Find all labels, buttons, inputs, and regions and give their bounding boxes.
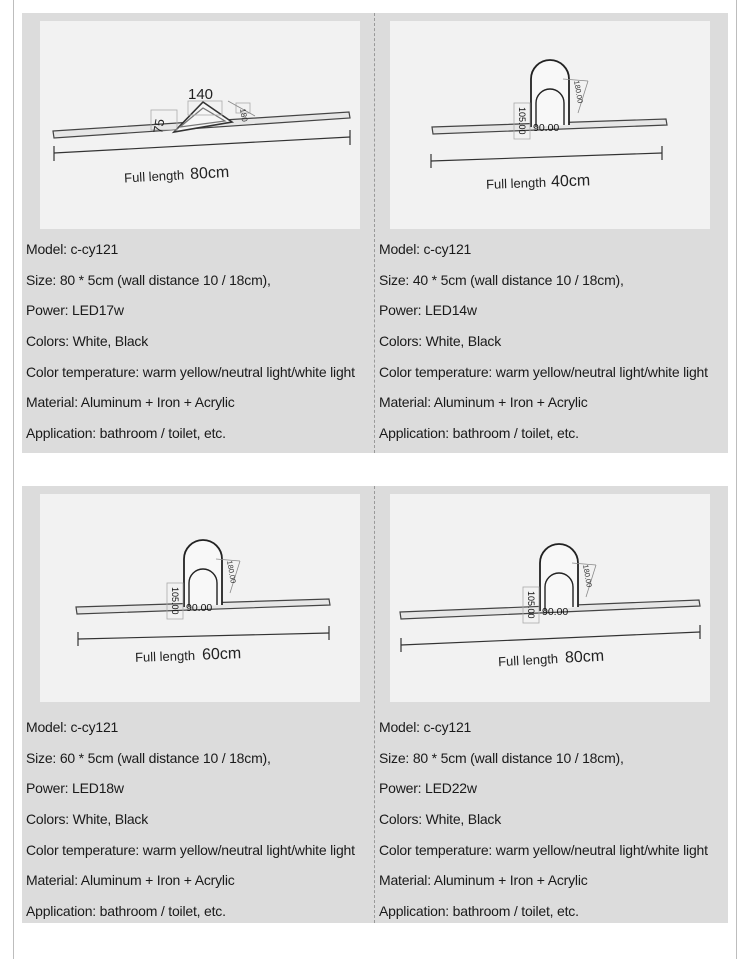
spec-application: Application: bathroom / toilet, etc. bbox=[379, 425, 579, 442]
product-card-3 bbox=[22, 486, 375, 923]
spec-power: Power: LED22w bbox=[379, 780, 477, 797]
spec-colors: Colors: White, Black bbox=[379, 811, 502, 828]
product-card-4 bbox=[375, 486, 728, 923]
spec-material: Material: Aluminum + Iron + Acrylic bbox=[26, 872, 235, 889]
product-row-1 bbox=[22, 13, 728, 453]
spec-color-temperature: Color temperature: warm yellow/neutral light/white light bbox=[379, 363, 708, 380]
dimension-center-label: 90.00 bbox=[186, 602, 213, 614]
full-length-label: Full length bbox=[485, 174, 547, 192]
dimension-diagonal-label: 180 bbox=[238, 107, 250, 123]
dimension-top-label: 140 bbox=[188, 86, 214, 103]
spec-colors: Colors: White, Black bbox=[26, 811, 149, 828]
product-drawing-3 bbox=[40, 494, 360, 702]
product-drawing-2 bbox=[390, 21, 710, 229]
lamp-dimension-drawing-round bbox=[390, 21, 710, 229]
full-length-label: Full length bbox=[497, 651, 559, 670]
full-length-value: 80cm bbox=[564, 647, 605, 667]
full-length-label: Full length bbox=[134, 647, 196, 665]
spec-application: Application: bathroom / toilet, etc. bbox=[379, 903, 579, 920]
product-card-2 bbox=[375, 13, 728, 453]
dimension-diagonal-label: 180.00 bbox=[225, 559, 238, 584]
spec-power: Power: LED14w bbox=[379, 302, 477, 319]
spec-size: Size: 60 * 5cm (wall distance 10 / 18cm), bbox=[26, 749, 271, 766]
product-drawing-1 bbox=[40, 21, 360, 229]
spec-list-2 bbox=[379, 241, 739, 456]
spec-size: Size: 40 * 5cm (wall distance 10 / 18cm), bbox=[379, 271, 624, 288]
spec-power: Power: LED18w bbox=[26, 780, 124, 797]
dimension-center-label: 90.00 bbox=[533, 122, 560, 134]
spec-material: Material: Aluminum + Iron + Acrylic bbox=[379, 394, 588, 411]
spec-model: Model: c-cy121 bbox=[26, 241, 119, 257]
spec-color-temperature: Color temperature: warm yellow/neutral light/white light bbox=[379, 841, 708, 858]
dimension-center-label: 90.00 bbox=[542, 606, 569, 618]
spec-size: Size: 80 * 5cm (wall distance 10 / 18cm), bbox=[379, 749, 624, 766]
spec-color-temperature: Color temperature: warm yellow/neutral light/white light bbox=[26, 841, 355, 858]
spec-material: Material: Aluminum + Iron + Acrylic bbox=[26, 394, 235, 411]
full-length-value: 40cm bbox=[550, 172, 591, 191]
lamp-dimension-drawing-round bbox=[390, 494, 710, 702]
full-length-value: 80cm bbox=[189, 163, 230, 183]
spec-list-4 bbox=[379, 719, 739, 934]
dimension-diagonal-label: 180.00 bbox=[572, 79, 585, 104]
spec-colors: Colors: White, Black bbox=[26, 333, 149, 350]
dimension-side-label: 75 bbox=[150, 117, 168, 135]
product-drawing-4 bbox=[390, 494, 710, 702]
lamp-dimension-drawing-wide bbox=[40, 21, 360, 229]
spec-power: Power: LED17w bbox=[26, 302, 124, 319]
spec-application: Application: bathroom / toilet, etc. bbox=[26, 425, 226, 442]
spec-application: Application: bathroom / toilet, etc. bbox=[26, 903, 226, 920]
full-length-value: 60cm bbox=[201, 645, 242, 664]
full-length-label: Full length bbox=[123, 167, 185, 186]
page-frame-left-line bbox=[13, 0, 14, 959]
dimension-side-label: 105.00 bbox=[526, 591, 536, 619]
spec-model: Model: c-cy121 bbox=[26, 719, 119, 735]
spec-material: Material: Aluminum + Iron + Acrylic bbox=[379, 872, 588, 889]
dimension-side-label: 105.00 bbox=[170, 587, 180, 615]
spec-model: Model: c-cy121 bbox=[379, 719, 472, 735]
dimension-diagonal-label: 180.00 bbox=[581, 563, 594, 588]
spec-model: Model: c-cy121 bbox=[379, 241, 472, 257]
product-row-2 bbox=[22, 486, 728, 923]
spec-color-temperature: Color temperature: warm yellow/neutral light/white light bbox=[26, 363, 355, 380]
spec-list-1 bbox=[26, 241, 386, 456]
lamp-dimension-drawing-round bbox=[40, 494, 360, 702]
product-card-1 bbox=[22, 13, 375, 453]
dimension-side-label: 105.00 bbox=[517, 107, 527, 135]
spec-size: Size: 80 * 5cm (wall distance 10 / 18cm), bbox=[26, 271, 271, 288]
spec-colors: Colors: White, Black bbox=[379, 333, 502, 350]
spec-list-3 bbox=[26, 719, 386, 934]
